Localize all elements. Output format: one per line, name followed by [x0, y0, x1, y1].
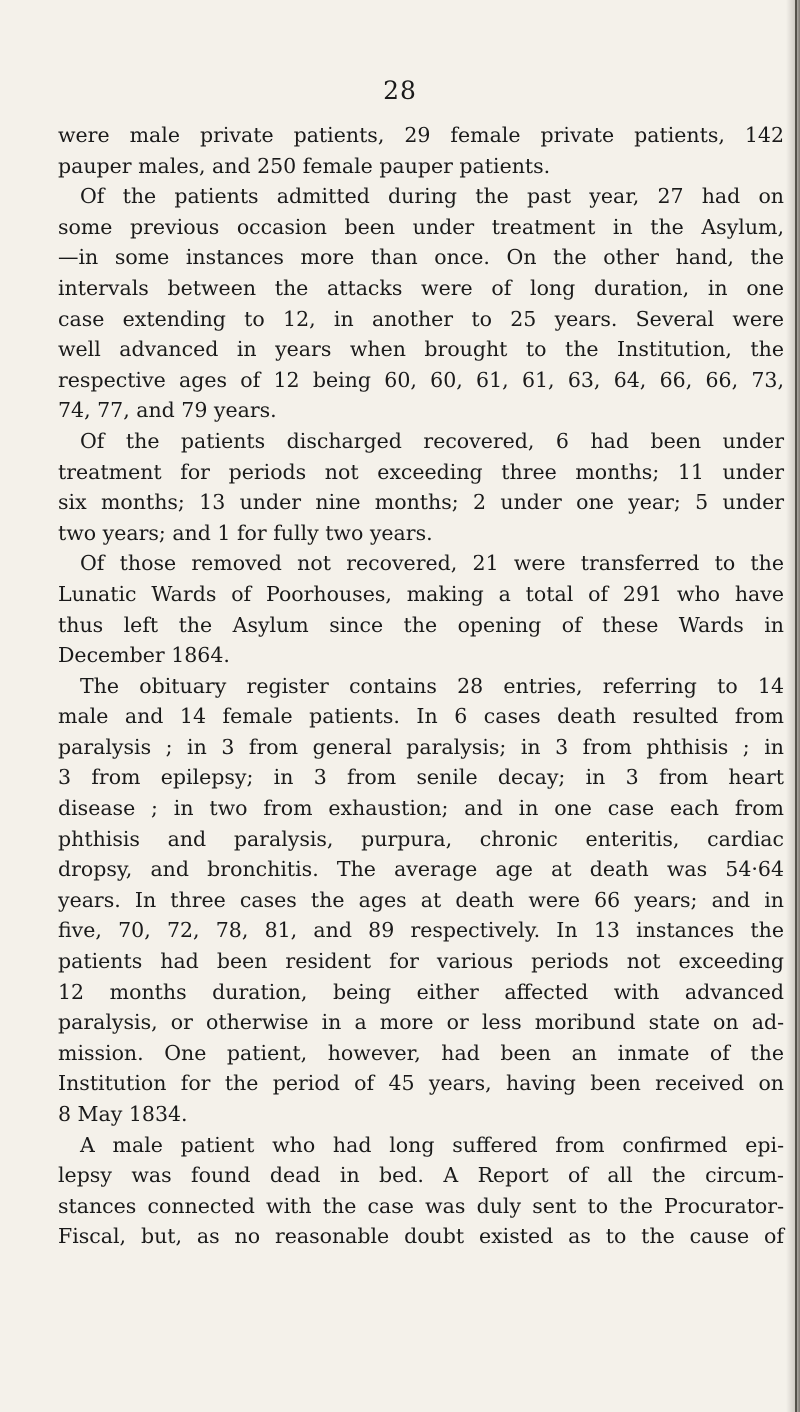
- page-number: 28: [383, 76, 417, 105]
- text-line: stances connected with the case was duly sent to the Procurator-: [58, 1193, 784, 1218]
- text-line: 74, 77, and 79 years.: [58, 398, 277, 423]
- text-line: some previous occasion been under treatment in the Asylum,: [58, 214, 784, 239]
- text-line: December 1864.: [58, 643, 230, 668]
- text-line: patients had been resident for various periods not exceeding: [58, 949, 784, 974]
- body-text: [58, 120, 784, 1252]
- paragraph-start-line: The obituary register contains 28 entries, referring to 14: [80, 673, 784, 698]
- text-line: two years; and 1 for fully two years.: [58, 520, 433, 545]
- text-line: treatment for periods not exceeding three months; 11 under: [58, 459, 784, 484]
- text-line: —in some instances more than once. On the other hand, the: [58, 245, 784, 270]
- text-line: phthisis and paralysis, purpura, chronic enteritis, cardiac: [58, 826, 784, 851]
- text-line: paralysis, or otherwise in a more or less moribund state on ad-: [58, 1010, 784, 1035]
- text-line: thus left the Asylum since the opening of these Wards in: [58, 612, 784, 637]
- text-line: Lunatic Wards of Poorhouses, making a total of 291 who have: [58, 581, 784, 606]
- text-line: dropsy, and bronchitis. The average age at death was 54·64: [58, 857, 784, 882]
- paragraph-start-line: A male patient who had long suffered from confirmed epi-: [80, 1132, 784, 1157]
- text-line: mission. One patient, however, had been an inmate of the: [58, 1040, 784, 1065]
- paragraph-start-line: Of the patients discharged recovered, 6 had been under: [80, 428, 784, 453]
- text-line: case extending to 12, in another to 25 years. Several were: [58, 306, 784, 331]
- text-line: 12 months duration, being either affected with advanced: [58, 979, 784, 1004]
- text-line: six months; 13 under nine months; 2 under one year; 5 under: [58, 490, 784, 515]
- text-line: lepsy was found dead in bed. A Report of all the circum-: [58, 1163, 784, 1188]
- page-edge-shadow: [786, 0, 800, 1412]
- text-line: Institution for the period of 45 years, having been received on: [58, 1071, 784, 1096]
- text-line: years. In three cases the ages at death were 66 years; and in: [58, 887, 784, 912]
- text-line: 8 May 1834.: [58, 1102, 188, 1126]
- paragraph-start-line: Of those removed not recovered, 21 were transferred to the: [80, 551, 784, 576]
- text-line: disease ; in two from exhaustion; and in one case each from: [58, 796, 784, 821]
- text-line: were male private patients, 29 female private patients, 142: [58, 123, 784, 147]
- text-line: 3 from epilepsy; in 3 from senile decay; in 3 from heart: [58, 765, 784, 790]
- text-line: intervals between the attacks were of long duration, in one: [58, 275, 784, 300]
- text-line: pauper males, and 250 female pauper patients.: [58, 153, 551, 178]
- text-line: paralysis ; in 3 from general paralysis; in 3 from phthisis ; in: [58, 734, 784, 759]
- text-line: Fiscal, but, as no reasonable doubt existed as to the cause of: [58, 1224, 784, 1249]
- text-line: five, 70, 72, 78, 81, and 89 respectively. In 13 instances the: [58, 918, 784, 943]
- page-edge-line: [795, 0, 797, 1412]
- text-line: male and 14 female patients. In 6 cases death resulted from: [58, 704, 784, 729]
- paragraph-start-line: Of the patients admitted during the past year, 27 had on: [80, 184, 784, 209]
- text-line: respective ages of 12 being 60, 60, 61, 61, 63, 64, 66, 66, 73,: [58, 367, 784, 392]
- text-line: well advanced in years when brought to the Institution, the: [58, 337, 784, 362]
